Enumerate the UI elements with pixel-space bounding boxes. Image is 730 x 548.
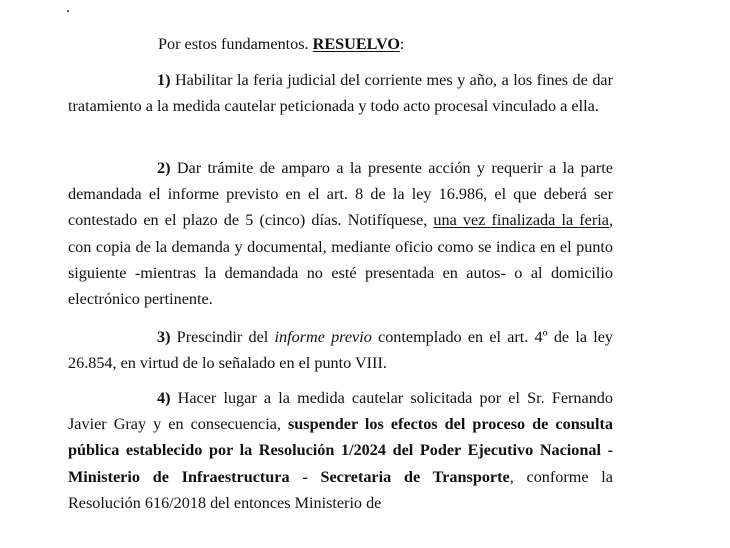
item-4-number: 4) <box>157 389 171 407</box>
item-4-text-b: , conforme la Resolución 616/2018 del entonces Ministerio de <box>68 467 613 512</box>
item-2-number: 2) <box>157 159 171 177</box>
item-3-italic: informe previo <box>274 328 372 346</box>
resolution-item-3 <box>68 324 613 376</box>
resolution-item-2 <box>68 155 613 312</box>
resolution-item-4 <box>68 385 613 516</box>
item-2-text-b: , con copia de la demanda y documental, mediante oficio como se indica en el punto siguiente -mientras la demandada no esté presentada en autos- o al domicilio electrónico pertinente. <box>68 211 613 309</box>
item-1-number: 1) <box>157 71 171 89</box>
item-3-text-a: Prescindir del <box>170 328 275 346</box>
item-4-text-a: Hacer lugar a la medida cautelar solicitada por el Sr. Fernando Javier Gray y en consecuencia, <box>68 389 613 434</box>
resolution-item-1 <box>68 67 613 119</box>
item-2-underlined: una vez finalizada la feria <box>433 211 609 230</box>
intro-colon: : <box>399 35 405 53</box>
resuelvo-heading: RESUELVO <box>312 35 400 53</box>
item-2-text-a: Dar trámite de amparo a la presente acción y requerir a la parte demandada el informe previsto en el art. 8 de la ley 16.986, el que deberá ser contestado en el plazo de 5 (cinco) días. Notifíquese, <box>68 159 613 230</box>
intro-line <box>158 33 404 55</box>
item-1-text: Habilitar la feria judicial del corriente mes y año, a los fines de dar tratamiento a la medida cautelar peticionada y todo acto procesal vinculado a ella. <box>68 71 613 116</box>
item-3-text-b: contemplado en el art. 4º de la ley 26.854, en virtud de lo señalado en el punto VIII. <box>68 328 613 373</box>
stray-dot: . <box>66 0 70 16</box>
item-3-number: 3) <box>157 328 171 346</box>
intro-lead: Por estos fundamentos. <box>158 35 313 53</box>
item-4-bold: suspender los efectos del proceso de consulta pública establecido por la Resolución 1/2024 del Poder Ejecutivo Nacional - Ministerio de Infraestructura - Secretaria de Transporte <box>68 415 613 486</box>
